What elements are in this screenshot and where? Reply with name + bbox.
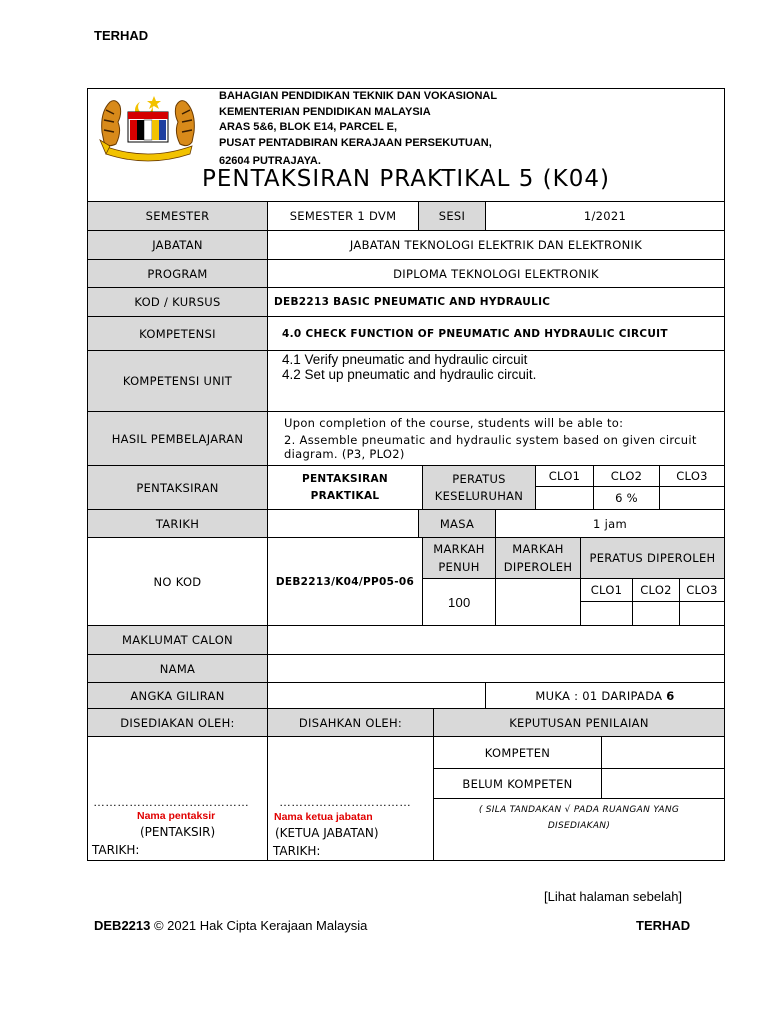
jabatan-label: JABATAN [87,230,268,260]
address-line: ARAS 5&6, BLOK E14, PARCEL E, [219,121,398,133]
kompetensi-label: KOMPETENSI [87,316,268,351]
address-line: KEMENTERIAN PENDIDIKAN MALAYSIA [219,105,431,118]
hasil-pembelajaran-label: HASIL PEMBELAJARAN [87,411,268,466]
nama-value[interactable] [267,654,725,683]
angka-giliran-value[interactable] [267,682,486,709]
maklumat-calon-value [267,625,725,655]
page-count-total: 6 [666,688,675,703]
clo2-percent: 6 % [593,486,660,510]
malaysia-crest-logo [96,92,200,162]
clo3-percent [659,486,725,510]
markah-diperoleh-label: MARKAH DIPEROLEH [495,537,581,579]
program-label: PROGRAM [87,259,268,288]
hasil-line [274,433,718,461]
issuer-address [219,89,497,170]
jabatan-value: JABATAN TEKNOLOGI ELEKTRIK DAN ELEKTRONIK [267,230,725,260]
clo1-header: CLO1 [535,465,594,487]
no-kod-value: DEB2213/K04/PP05-06 [267,537,423,626]
belum-kompeten-checkbox[interactable] [601,768,725,799]
assessor-name: Nama pentaksir [137,810,216,822]
pentaksiran-value: PENTAKSIRAN PRAKTIKAL [267,465,423,510]
markah-penuh-label: MARKAH PENUH [422,537,496,579]
next-page-note: [Lihat halaman sebelah] [544,889,683,904]
page-title: PENTAKSIRAN PRAKTIKAL 5 (K04) [202,166,610,192]
no-kod-label: NO KOD [87,537,268,626]
peratus-diperoleh-label: PERATUS DIPEROLEH [580,537,725,579]
prepared-signature-line: ………………………………… [93,795,249,809]
kod-kursus-value: DEB2213 BASIC PNEUMATIC AND HYDRAULIC [267,287,725,317]
footer-copyright [94,918,367,933]
disediakan-label: DISEDIAKAN OLEH: [87,708,268,737]
address-line: BAHAGIAN PENDIDIKAN TEKNIK DAN VOKASIONAL [219,90,498,102]
kompetensi-unit-line: 4.2 Set up pneumatic and hydraulic circuit. [282,367,537,382]
kompetensi-value: 4.0 CHECK FUNCTION OF PNEUMATIC AND HYDRAULIC CIRCUIT [267,316,725,351]
approved-signature-line: …………………………… [279,795,411,809]
approved-date-label: TARIKH: [273,844,321,858]
address-line: PUSAT PENTADBIRAN KERAJAAN PERSEKUTUAN, [219,136,492,149]
disahkan-label: DISAHKAN OLEH: [267,708,434,737]
classification-bottom: TERHAD [636,918,691,933]
clo3-diperoleh-header: CLO3 [679,578,725,602]
address-line: 62604 PUTRAJAYA. [219,155,321,167]
nama-label: NAMA [87,654,268,683]
hasil-pembelajaran-value [267,411,725,466]
classification-top: TERHAD [94,28,149,43]
clo2-diperoleh-header: CLO2 [632,578,680,602]
head-of-department-role: (KETUA JABATAN) [275,826,379,840]
kod-kursus-label: KOD / KURSUS [87,287,268,317]
markah-diperoleh-value[interactable] [495,578,581,626]
clo2-diperoleh-value[interactable] [632,601,680,626]
head-of-department-name: Nama ketua jabatan [274,811,373,823]
tarikh-label: TARIKH [87,509,268,538]
semester-label: SEMESTER [87,201,268,231]
belum-kompeten-label: BELUM KOMPETEN [433,768,602,799]
kompeten-checkbox[interactable] [601,736,725,769]
clo3-header: CLO3 [659,465,725,487]
clo3-diperoleh-value[interactable] [679,601,725,626]
hasil-item: 2. Assemble pneumatic and hydraulic system based on given circuit diagram. (P3, PLO2) [284,433,697,461]
maklumat-calon-label: MAKLUMAT CALON [87,625,268,655]
sesi-value: 1/2021 [485,201,725,231]
pentaksiran-label: PENTAKSIRAN [87,465,268,510]
assessor-role: (PENTAKSIR) [140,825,216,839]
footer-copyright-text: © 2021 Hak Cipta Kerajaan Malaysia [150,918,368,933]
sesi-label: SESI [418,201,486,231]
semester-value: SEMESTER 1 DVM [267,201,419,231]
footer-code: DEB2213 [94,918,151,933]
angka-giliran-label: ANGKA GILIRAN [87,682,268,709]
peratus-keseluruhan-label: PERATUS KESELURUHAN [422,465,536,510]
clo1-percent [535,486,594,510]
markah-penuh-value: 100 [422,578,496,626]
kompetensi-unit-value [267,350,725,412]
page-count [485,682,725,709]
clo2-header: CLO2 [593,465,660,487]
masa-label: MASA [418,509,496,538]
clo1-diperoleh-value[interactable] [580,601,633,626]
hasil-line: Upon completion of the course, students will be able to: [284,416,624,430]
instruction-note: ( SILA TANDAKAN √ PADA RUANGAN YANG DISEDIAKAN) [433,798,725,861]
kompeten-label: KOMPETEN [433,736,602,769]
prepared-date-label: TARIKH: [92,843,140,857]
program-value: DIPLOMA TEKNOLOGI ELEKTRONIK [267,259,725,288]
clo1-diperoleh-header: CLO1 [580,578,633,602]
kompetensi-unit-line: 4.1 Verify pneumatic and hydraulic circuit [282,352,528,367]
page-count-label: MUKA : 01 DARIPADA [535,688,667,703]
kompetensi-unit-label: KOMPETENSI UNIT [87,350,268,412]
masa-value: 1 jam [495,509,725,538]
tarikh-value[interactable] [267,509,419,538]
keputusan-label: KEPUTUSAN PENILAIAN [433,708,725,737]
